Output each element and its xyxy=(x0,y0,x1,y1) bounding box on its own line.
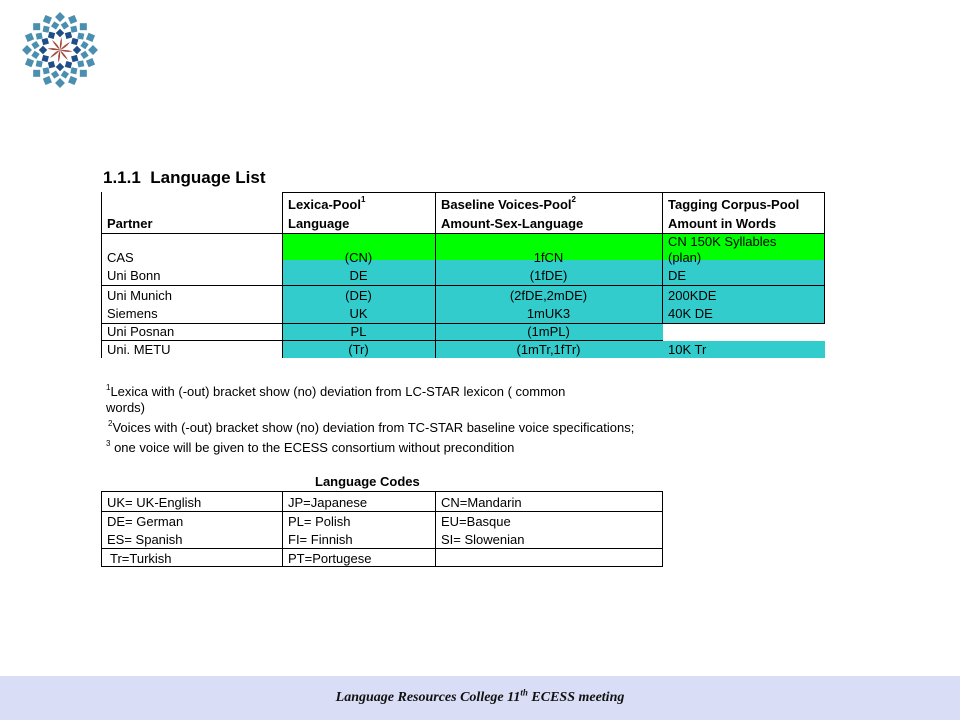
code-cn: CN=Mandarin xyxy=(441,495,522,510)
logo-diamond xyxy=(22,45,32,55)
row-bonn-partner: Uni Bonn xyxy=(107,268,161,283)
code-tr: Tr=Turkish xyxy=(110,551,172,566)
logo-diamond xyxy=(61,21,69,29)
logo-diamond xyxy=(31,51,39,59)
logo-diamond xyxy=(42,55,49,62)
logo-center-swirl xyxy=(47,37,72,62)
header-tagging-sub: Amount in Words xyxy=(668,216,777,231)
footer-text-end: ECESS meeting xyxy=(527,690,625,705)
codes-bottom-border xyxy=(101,566,663,567)
logo-diamond xyxy=(77,33,84,40)
header-voices-sub: Amount-Sex-Language xyxy=(441,216,584,231)
row-cas-lexica: (CN) xyxy=(344,250,373,265)
logo-diamond xyxy=(68,76,77,85)
row-metu-voices: (1mTr,1fTr) xyxy=(516,342,581,357)
language-codes-table xyxy=(101,491,663,567)
table-top-border xyxy=(282,192,825,193)
header-tagging-title: Tagging Corpus-Pool xyxy=(668,197,800,212)
logo-diamond xyxy=(65,32,72,39)
row-cas-voices: 1fCN xyxy=(533,250,564,265)
codes-row-line-2 xyxy=(101,548,663,549)
row-munich-partner: Uni Munich xyxy=(107,288,173,303)
logo-diamond xyxy=(25,58,34,67)
footnote-1-cont: words) xyxy=(106,400,146,415)
code-uk: UK= UK-English xyxy=(107,495,202,510)
row-cas-partner: CAS xyxy=(107,250,134,265)
row-metu-tagging: 10K Tr xyxy=(668,342,707,357)
logo-diamond xyxy=(31,41,39,49)
logo-diamond xyxy=(71,38,78,45)
logo-diamond xyxy=(25,33,34,42)
footnote-1-line1: Lexica with (-out) bracket show (no) deviation from LC-STAR lexicon ( common xyxy=(110,384,566,399)
row-munich-voices: (2fDE,2mDE) xyxy=(509,288,588,303)
section-heading: Language List xyxy=(150,168,266,187)
code-eu: EU=Basque xyxy=(441,514,511,529)
logo-diamond xyxy=(80,41,88,49)
footnote-3-sup: 3 xyxy=(106,439,111,448)
logo-diamond xyxy=(39,46,47,54)
header-lexica-sub: Language xyxy=(288,216,350,231)
logo-diamond xyxy=(43,15,52,24)
logo-diamond xyxy=(55,12,65,22)
row-bonn-voices: (1fDE) xyxy=(529,268,568,283)
header-voices-title xyxy=(435,196,576,213)
footer-bar xyxy=(0,676,960,720)
table-right-border xyxy=(824,192,825,324)
row-posnan-voices: (1mPL) xyxy=(527,324,570,339)
footnote-3-text: one voice will be given to the ECESS consortium without precondition xyxy=(114,440,515,455)
row-bonn-tagging: DE xyxy=(668,268,687,283)
logo-diamond xyxy=(48,32,55,39)
codes-right-border xyxy=(662,491,663,567)
logo-diamond xyxy=(56,29,64,37)
header-partner: Partner xyxy=(107,216,153,231)
header-voices-title-text: Baseline Voices-Pool xyxy=(441,197,572,212)
logo-diamond xyxy=(61,70,69,78)
footnote-3 xyxy=(106,440,514,456)
logo-diamond xyxy=(36,33,43,40)
footer-sup: th xyxy=(520,687,528,698)
logo-diamond xyxy=(77,60,84,67)
logo-diamond xyxy=(65,61,72,68)
logo-diamond xyxy=(36,60,43,67)
codes-title: Language Codes xyxy=(315,474,420,489)
row-metu-lexica: (Tr) xyxy=(348,342,369,357)
logo-diamond xyxy=(80,70,87,77)
row-cas-tagging-1: CN 150K Syllables xyxy=(668,234,777,249)
codes-top-border xyxy=(101,491,663,492)
section-title xyxy=(103,168,266,188)
footnote-2-text: Voices with (-out) bracket show (no) deviation from TC-STAR baseline voice specifications; xyxy=(112,420,635,435)
codes-row-line-1 xyxy=(101,511,663,512)
logo-diamond xyxy=(43,26,50,33)
logo-diamond xyxy=(33,70,40,77)
code-jp: JP=Japanese xyxy=(288,495,368,510)
logo-diamond xyxy=(86,33,95,42)
logo-diamond xyxy=(33,23,40,30)
row-siemens-voices: 1mUK3 xyxy=(526,306,571,321)
logo-diamond xyxy=(86,58,95,67)
logo-diamond xyxy=(80,51,88,59)
row-line-1 xyxy=(101,285,825,286)
logo-diamond xyxy=(56,63,64,71)
code-pl: PL= Polish xyxy=(288,514,351,529)
logo-diamond xyxy=(43,76,52,85)
logo-diamond xyxy=(70,67,77,74)
logo-diamond xyxy=(68,15,77,24)
logo-diamond xyxy=(71,55,78,62)
row-siemens-lexica: UK xyxy=(349,306,368,321)
logo-diamond xyxy=(80,23,87,30)
logo-diamond xyxy=(70,26,77,33)
row-siemens-tagging: 40K DE xyxy=(668,306,713,321)
row-munich-tagging: 200KDE xyxy=(668,288,717,303)
code-pt: PT=Portugese xyxy=(288,551,372,566)
footnote-2 xyxy=(108,420,634,436)
footer-text-main: Language Resources College 11 xyxy=(335,690,521,705)
row-posnan-lexica: PL xyxy=(350,324,367,339)
header-lexica-sup: 1 xyxy=(360,195,366,204)
code-fi: FI= Finnish xyxy=(288,532,353,547)
logo-diamond xyxy=(51,70,59,78)
code-es: ES= Spanish xyxy=(107,532,183,547)
college-logo-icon xyxy=(18,10,102,90)
header-voices-sup: 2 xyxy=(571,195,576,204)
footnote-2-sup: 2 xyxy=(108,419,113,428)
row-siemens-partner: Siemens xyxy=(107,306,158,321)
logo-diamond xyxy=(48,61,55,68)
header-lexica-title xyxy=(282,196,365,213)
logo-diamond xyxy=(42,38,49,45)
logo-diamond xyxy=(51,21,59,29)
logo-diamond xyxy=(73,46,81,54)
row-bonn-lexica: DE xyxy=(349,268,368,283)
logo-diamond xyxy=(88,45,98,55)
language-list-table xyxy=(101,192,825,358)
footer-text xyxy=(335,687,625,706)
row-cas-tagging-2: (plan) xyxy=(668,250,702,265)
row-munich-lexica: (DE) xyxy=(345,288,372,303)
footnote-1 xyxy=(106,384,565,400)
header-lexica-title-text: Lexica-Pool xyxy=(288,197,361,212)
row-metu-partner: Uni. METU xyxy=(107,342,171,357)
logo-diamond xyxy=(55,78,65,88)
logo-diamond xyxy=(43,67,50,74)
footnote-1-sup: 1 xyxy=(106,383,111,392)
row-posnan-partner: Uni Posnan xyxy=(107,324,175,339)
section-number: 1.1.1 xyxy=(103,168,141,187)
code-si: SI= Slowenian xyxy=(441,532,525,547)
code-de: DE= German xyxy=(107,514,184,529)
